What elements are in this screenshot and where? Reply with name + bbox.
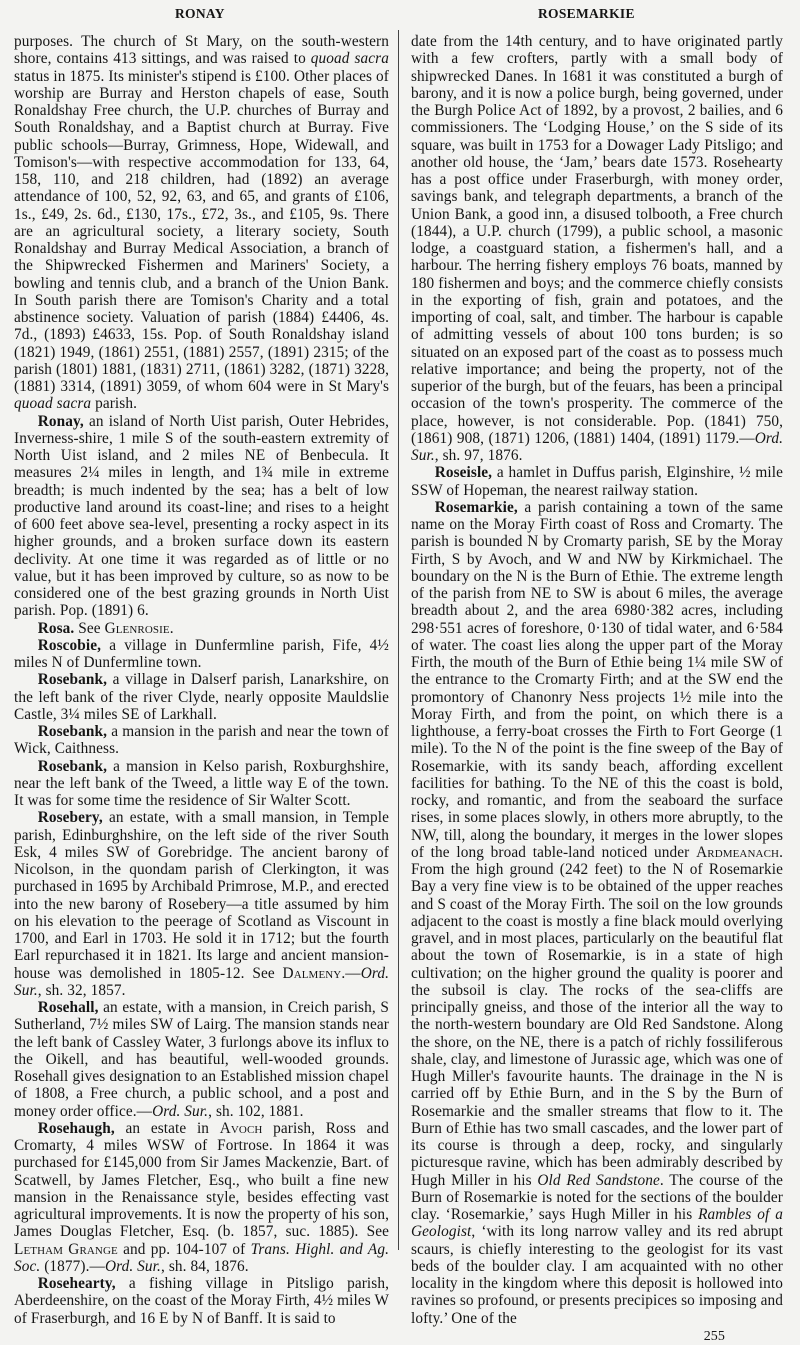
entry-term: Rosebank, [37, 757, 108, 775]
entry-text: and pp. 104-107 of [117, 1240, 251, 1258]
entry-text: a hamlet in Duffus parish, Elginshire, ½ mile SSW of Hopeman, the nearest railway station. [411, 464, 783, 499]
entry-text: . The course of the Burn of Rosemarkie is noted for the sections of the boulder clay. ‘Rosemarkie,’ says Hugh Miller in his [411, 1171, 783, 1223]
cross-reference: Glenrosie [104, 619, 170, 637]
entry-text: a parish containing a town of the same name on the Moray Firth coast of Ross and Cromarty. The parish is bounded N by Cromarty parish, SE by the Moray Firth, S by Avoch, and W and NW by Kirkmichael. The boundary on the N is the Burn of Ethie. The extreme length of the parish from NE to SW is about 6 miles, the average breadth about 2, and the area 6980·382 acres, including 298·551 acres of foreshore, 0·130 of tidal water, and 6·584 of water. The coast lies along the upper part of the Moray Firth, the mouth of the Burn of Ethie being 1¼ mile SW of the entrance to the Cromarty Firth; and at the SW end the promontory of Chanonry Ness projects 1½ mile into the Moray Firth, and from the point, on which there is a lighthouse, a ferry-boat crosses the Firth to Fort George (1 mile). To the N of the point is the fine sweep of the Bay of Rosemarkie, with its sandy beach, affording excellent facilities for bathing. To the NE of this the coast is bold, rocky, and romantic, and from the seaboard the surface rises, in some places slowly, in others more abruptly, to the NW, till, along the boundary, it merges in the lower slopes of the long broad table-land noticed under [411, 498, 783, 861]
gazetteer-entry [411, 499, 783, 1327]
entry-term: Rosehall, [37, 999, 99, 1016]
italic-text: Ord. Sur. [152, 1102, 209, 1120]
continued-paragraph [14, 33, 389, 413]
italic-text: quoad sacra [14, 395, 92, 413]
italic-text: Ord. Sur. [411, 429, 783, 464]
entry-text: a fishing village in Pitsligo parish, Aberdeenshire, on the coast of the Moray Firth, 4½ miles W of Fraserburgh, and 16 E by N of Banff. It is said to [14, 1275, 389, 1327]
entry-text: an estate in [114, 1119, 220, 1137]
right-column [411, 33, 783, 1345]
gazetteer-entry [14, 671, 389, 723]
page-number: 255 [703, 1328, 725, 1344]
entry-text: , sh. 97, 1876. [434, 447, 523, 464]
entry-term: Rosebank, [37, 671, 108, 689]
italic-text: quoad sacra [310, 50, 389, 68]
entry-term: Rosemarkie, [434, 498, 518, 516]
entry-text: . [169, 619, 174, 637]
entry-term: Rosebery, [37, 809, 103, 827]
entry-term: Roscobie, [37, 636, 102, 654]
entry-text: parish. [91, 395, 138, 413]
entry-term: Ronay, [37, 412, 84, 430]
cross-reference: Dalmeny [282, 964, 342, 982]
entry-text: a village in Dalserf parish, Lanarkshire, on the left bank of the river Clyde, nearly opposite Mauldslie Castle, 3¼ miles SE of Larkhall. [14, 671, 389, 723]
cross-reference: Avoch [219, 1119, 263, 1137]
entry-text: a mansion in the parish and near the town of Wick, Caithness. [14, 723, 389, 758]
entry-text: purposes. The church of St Mary, on the south-western shore, contains 413 sittings, and was raised to [14, 33, 389, 68]
entry-text: status in 1875. Its minister's stipend is £100. Other places of worship are Burray and Herston chapels of ease, South Ronaldshay Free church, the U.P. churches of Burray and South Ronaldshay, and a Baptist church at Burray. Five public schools—Burray, Grimness, Hope, Widewall, and Tomison's—with respective accommodation for 133, 64, 158, 110, and 218 children, had (1892) an average attendance of 100, 52, 92, 63, and 65, and grants of £106, 1s., £49, 2s. 6d., £130, 17s., £72, 3s., and £105, 9s. There are an agricultural society, a literary society, South Ronaldshay and Burray Medical Association, a branch of the Shipwrecked Fishermen and Mariners' Society, a bowling and tennis club, and a branch of the Union Bank. In South parish there are Tomison's Charity and a total abstinence society. Valuation of parish (1884) £4406, 4s. 7d., (1893) £4633, 15s. Pop. of South Ronaldshay island (1821) 1949, (1861) 2551, (1881) 2557, (1891) 2315; of the parish (1801) 1881, (1831) 2711, (1861) 3282, (1871) 3228, (1881) 3314, (1891) 3059, of whom 604 were in St Mary's [14, 67, 389, 395]
entry-text: , ‘with its long narrow valley and its red abrupt scaurs, is chiefly interesting to the geologist for its vast beds of the boulder clay. I am acquainted with no other locality in the kingdom where this deposit is hollowed into ravines so profound, or presents precipices so imposing and lofty.’ One of the [411, 1223, 783, 1327]
entry-text: date from the 14th century, and to have originated partly with a few crofters, partly with a small body of shipwrecked Danes. In 1681 it was constituted a burgh of barony, and it is now a police burgh, being governed, under the Burgh Police Act of 1892, by a provost, 2 bailies, and 6 commissioners. The ‘Lodging House,’ on the S side of its square, was built in 1753 for a Dowager Lady Pitsligo; and another old house, the ‘Jam,’ bears date 1573. Rosehearty has a post office under Fraserburgh, with money order, savings bank, and telegraph departments, a branch of the Union Bank, a good inn, a disused tolbooth, a Free church (1844), a U.P. church (1799), a public school, a masonic lodge, a coastguard station, a fishermen's hall, and a harbour. The herring fishery employs 76 boats, manned by 180 fishermen and boys; and the commerce chiefly consists in the exporting of fish, grain and potatoes, and the importing of coal, salt, and timber. The harbour is capable of admitting vessels of about 100 tons burden; is so situated on an exposed part of the coast as to possess much relative importance; and being the property, not of the superior of the burgh, but of the feuars, has been a principal occasion of the town's prosperity. The commerce of the place, however, is not considerable. Pop. (1841) 750, (1861) 908, (1871) 1206, (1881) 1404, (1891) 1179.— [411, 33, 783, 447]
entry-term: Rosehaugh, [37, 1119, 115, 1137]
gazetteer-entry [14, 413, 389, 620]
continued-paragraph [411, 33, 783, 464]
entry-text: an estate, with a small mansion, in Temple parish, Edinburghshire, on the left side of the river South Esk, 4 miles SW of Gorebridge. The ancient barony of Nicolson, in the quondam parish of Clerkington, it was purchased in 1695 by Archibald Primrose, M.P., and erected into the new barony of Rosebery—a title assumed by him on his elevation to the peerage of Scotland as Viscount in 1700, and Earl in 1703. He sold it in 1712; but the fourth Earl repurchased it in 1821. Its large and ancient mansion-house was demolished in 1805-12. See [14, 809, 389, 982]
italic-text: Old Red Sandstone [537, 1171, 660, 1189]
italic-text: Ord. Sur. [104, 1257, 161, 1275]
gazetteer-entry [14, 723, 389, 758]
gazetteer-entry [14, 999, 389, 1120]
running-header-right: ROSEMARKIE [538, 6, 635, 21]
left-column [14, 33, 389, 1327]
gazetteer-entry [14, 620, 389, 637]
entry-text: parish, Ross and Cromarty, 4 miles WSW of Fortrose. In 1864 it was purchased for £145,000 from Sir James Mackenzie, Bart. of Scatwell, by James Fletcher, Esq., who built a fine new mansion in the Renaissance style, besides effecting vast agricultural improvements. It is now the property of his son, James Douglas Fletcher, Esq. (b. 1857, suc. 1885). See [14, 1119, 389, 1241]
entry-text: , sh. 32, 1857. [37, 981, 126, 999]
gazetteer-entry [14, 758, 389, 810]
column-divider [398, 30, 399, 1250]
entry-text: . From the high ground (242 feet) to the N of Rosemarkie Bay a very fine view is to be obtained of the upper reaches and S coast of the Moray Firth. The soil on the low grounds adjacent to the coast is mostly a fine black mould overlying gravel, and in most places, particularly on the beautiful flat about the town of Rosemarkie, is in a state of high cultivation; on the higher ground the quality is poorer and the subsoil is clay. The rocks of the sea-cliffs are principally gneiss, and those of the interior all the way to the north-western boundary are Old Red Sandstone. Along the shore, on the NE, there is a patch of richly fossiliferous shale, clay, and limestone of Jurassic age, which was one of Hugh Miller's favourite haunts. The drainage in the N is carried off by Ethie Burn, and in the S by the Burn of Rosemarkie and the smaller streams that flow to it. The Burn of Ethie has two small cascades, and the lower part of its course is through a deep, rocky, and singularly picturesque ravine, which has been admirably described by Hugh Miller in his [411, 843, 783, 1189]
cross-reference: Ardmeanach [696, 843, 780, 861]
entry-text: (1877).— [40, 1257, 105, 1275]
entry-term: Rosa. [37, 619, 75, 637]
gazetteer-entry [14, 809, 389, 999]
entry-text: an island of North Uist parish, Outer Hebrides, Inverness-shire, 1 mile S of the south-eastern extremity of North Uist island, and 2 miles NE of Benbecula. It measures 2¼ miles in length, and 1¾ mile in extreme breadth; is much indented by the sea; has a belt of low productive land around its coast-line; and rises to a height of 600 feet above sea-level, presenting a rocky aspect in its higher grounds, and a broken surface down its eastern declivity. At one time it was regarded as of little or no value, but it has been improved by culture, so as now to be considered one of the best grazing grounds in North Uist parish. Pop. (1891) 6. [14, 412, 389, 620]
cross-reference: Letham Grange [14, 1240, 118, 1258]
entry-text: a village in Dunfermline parish, Fife, 4½ miles N of Dunfermline town. [14, 636, 389, 671]
italic-text: Rambles of a Geologist [411, 1206, 783, 1241]
running-header-left: RONAY [175, 6, 225, 21]
entry-term: Rosebank, [37, 723, 108, 740]
gazetteer-entry [14, 1120, 389, 1275]
entry-text: .— [341, 964, 361, 982]
entry-text: a mansion in Kelso parish, Roxburghshire, near the left bank of the Tweed, a little way E of the town. It was for some time the residence of Sir Walter Scott. [14, 757, 389, 809]
entry-text: , sh. 84, 1876. [160, 1257, 249, 1275]
gazetteer-entry [411, 464, 783, 499]
gazetteer-entry [14, 637, 389, 672]
gazetteer-entry [14, 1275, 389, 1327]
entry-text: See [74, 619, 105, 637]
entry-term: Roseisle, [434, 464, 493, 482]
entry-text: , sh. 102, 1881. [208, 1102, 304, 1120]
entry-text: an estate, with a mansion, in Creich parish, S Sutherland, 7½ miles SW of Lairg. The mansion stands near the left bank of Cassley Water, 3 furlongs above its influx to the Oikell, and has beautiful, well-wooded grounds. Rosehall gives designation to an Established mission chapel of 1808, a Free church, a public school, and a post and money order office.— [14, 999, 389, 1120]
italic-text: Ord. Sur. [14, 964, 389, 999]
italic-text: Trans. Highl. and Ag. Soc. [14, 1240, 389, 1275]
entry-term: Rosehearty, [37, 1275, 116, 1292]
